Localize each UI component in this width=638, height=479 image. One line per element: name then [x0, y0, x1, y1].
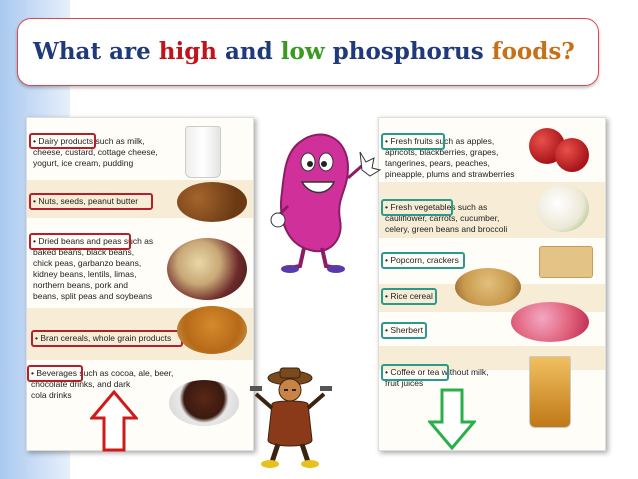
- text-line: • Nuts, seeds, peanut butter: [33, 196, 139, 206]
- nuts-image: [177, 182, 247, 222]
- text-line: • Rice cereal: [385, 291, 433, 301]
- cowboy-character-icon: [250, 364, 334, 470]
- highlight-box: [381, 364, 449, 381]
- bran-cereal-bowl-image: [177, 306, 247, 354]
- title-prefix: What are: [33, 38, 159, 65]
- milk-glass-image: [185, 126, 221, 178]
- text-line: chocolate drinks, and dark: [31, 379, 131, 389]
- text-line: yogurt, ice cream, pudding: [33, 158, 134, 168]
- iced-drink-image: [529, 356, 571, 428]
- title-low-word: low: [280, 38, 325, 65]
- text-line: fruit juices: [385, 378, 424, 388]
- cauliflower-image: [537, 184, 589, 232]
- title-middle: phosphorus: [324, 38, 492, 65]
- highlight-box: [29, 233, 131, 250]
- text-line: pineapple, plums and strawberries: [385, 169, 515, 179]
- highlight-box: [29, 133, 96, 149]
- title-and: and: [217, 38, 281, 65]
- sherbert-image: [511, 302, 589, 342]
- cocoa-cup-image: [169, 380, 239, 426]
- text-line: beans, split peas and soybeans: [33, 291, 153, 301]
- text-line: • Popcorn, crackers: [385, 255, 459, 265]
- kidney-mascot-icon: [270, 128, 382, 274]
- highlight-box: [381, 199, 453, 216]
- highlight-box: [381, 288, 437, 305]
- rice-cereal-bowl-image: [455, 268, 521, 306]
- text-line: • Coffee or tea without milk,: [385, 367, 489, 377]
- highlight-box: [381, 133, 445, 150]
- arrow-up-icon: [90, 390, 138, 452]
- text-line: cheese, custard, cottage cheese,: [33, 147, 158, 157]
- low-phosphorus-panel: [378, 117, 606, 451]
- text-line: • Fresh vegetables such as: [385, 202, 488, 212]
- arrow-down-icon: [428, 388, 476, 450]
- text-line: • Sherbert: [385, 325, 423, 335]
- dried-beans-image: [167, 238, 247, 300]
- title-high-word: high: [158, 38, 218, 65]
- text-line: • Dairy products such as milk,: [33, 136, 145, 146]
- text-line: cauliflower, carrots, cucumber,: [385, 213, 500, 223]
- highlight-box: [29, 193, 153, 210]
- text-line: kidney beans, lentils, limas,: [33, 269, 137, 279]
- text-line: northern beans, pork and: [33, 280, 128, 290]
- apples-image: [555, 138, 589, 172]
- slide-title: [33, 38, 575, 65]
- text-line: celery, green beans and broccoli: [385, 224, 508, 234]
- text-line: • Fresh fruits such as apples,: [385, 136, 495, 146]
- crackers-image: [539, 246, 593, 278]
- text-line: tangerines, pears, peaches,: [385, 158, 490, 168]
- text-line: apricots, blackberries, grapes,: [385, 147, 499, 157]
- highlight-box: [27, 365, 83, 382]
- text-line: • Bran cereals, whole grain products: [35, 333, 172, 343]
- highlight-box: [381, 322, 427, 339]
- text-line: • Dried beans and peas such as: [33, 236, 154, 246]
- text-line: cola drinks: [31, 390, 72, 400]
- high-phosphorus-panel: [26, 117, 254, 451]
- highlight-box: [31, 330, 183, 347]
- highlight-box: [381, 252, 465, 269]
- text-line: chick peas, garbanzo beans,: [33, 258, 142, 268]
- title-foods-word: foods?: [491, 38, 575, 65]
- text-line: baked beans, black beans,: [33, 247, 135, 257]
- text-line: • Beverages such as cocoa, ale, beer,: [31, 368, 174, 378]
